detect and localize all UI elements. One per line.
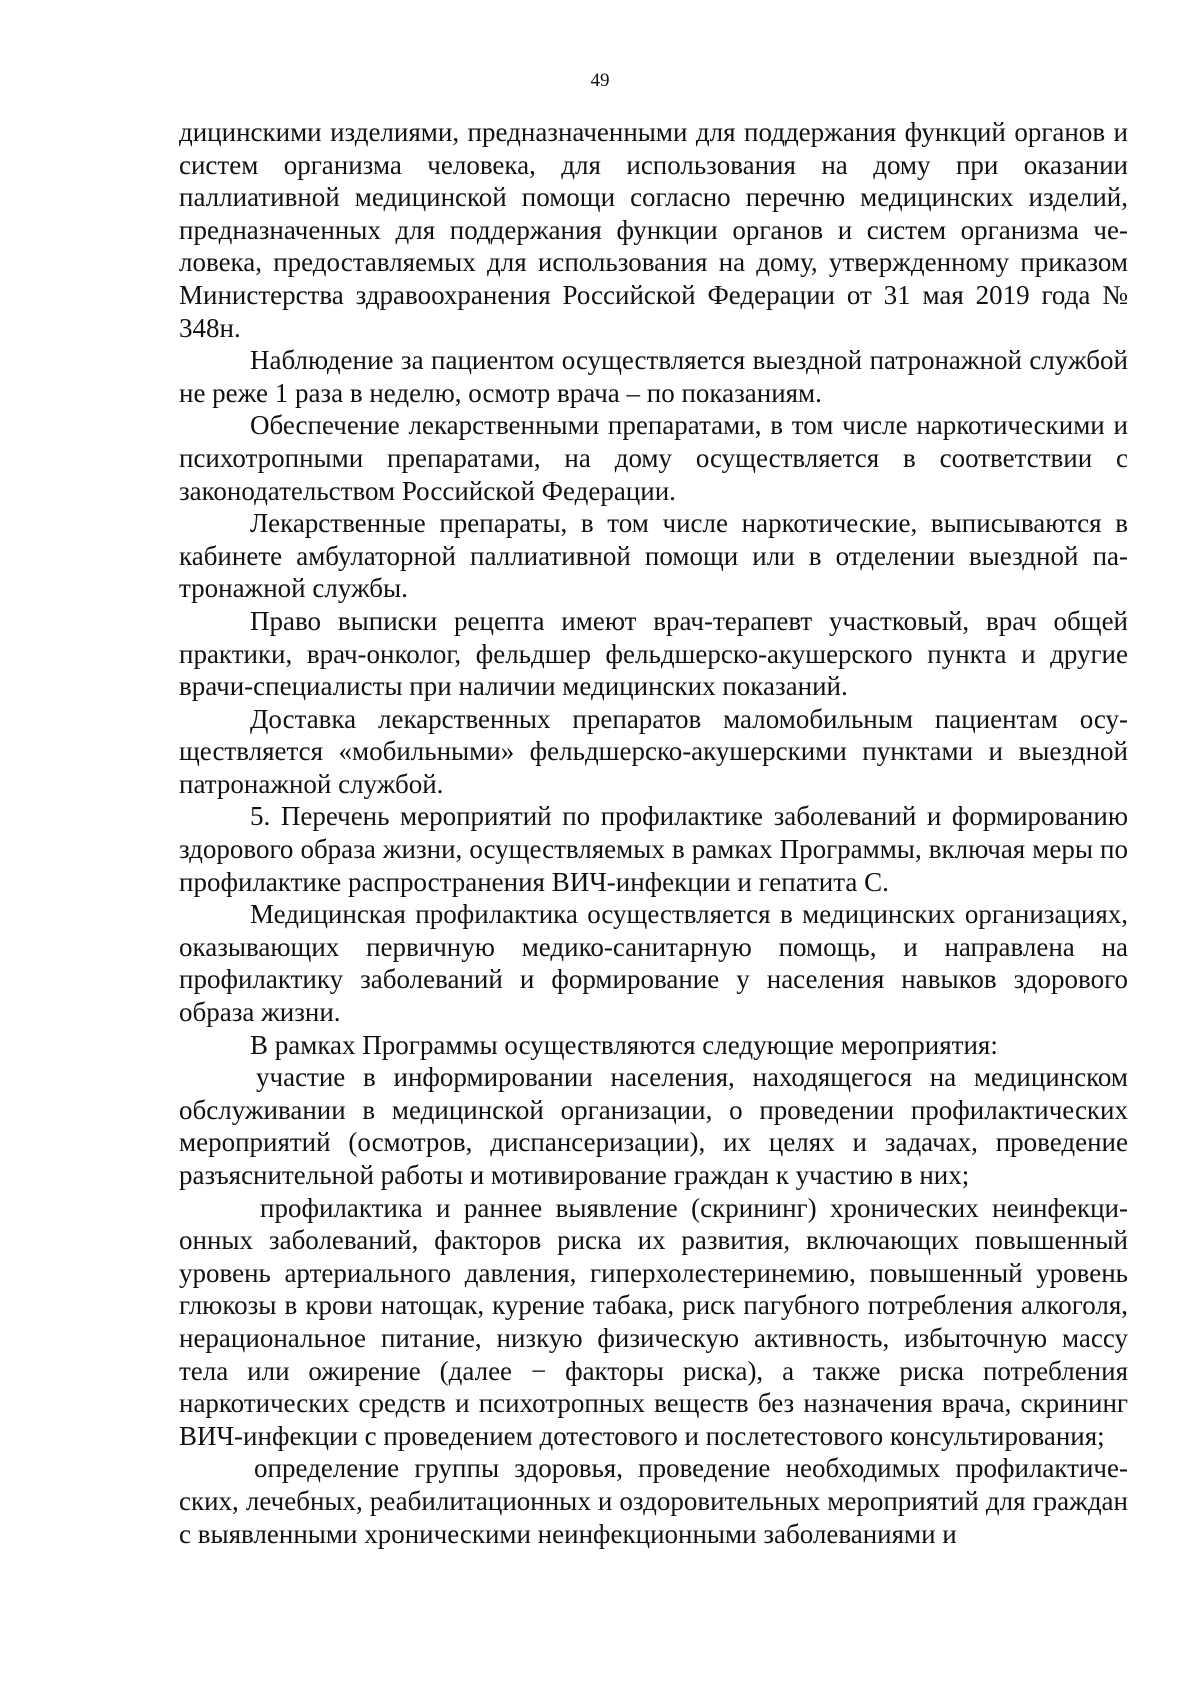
paragraph-observation: Наблюдение за пациентом осуществляется выездной патронажной службой не реже 1 раза в неделю, осмотр врача – по показаниям. <box>179 345 1128 408</box>
paragraph-continuation: дицинскими изделиями, предназначенными для поддержания функций органов и систем организма человека, для использования на дому при оказании паллиативной медицинской помощи согласно перечню медицинских изделий, предназначенных для поддержания функции органов и систем организма человека, предоставляемых для использования на дому, утвержденному приказом Министерства здравоохранения Российской Федерации от 31 мая 2019 года № 348н. <box>179 117 1128 343</box>
section-heading-prevention: 5. Перечень мероприятий по профилактике заболеваний и формированию здорового образа жизни, осуществляемых в рамках Программы, включая меры по профилактике распространения ВИЧ-инфекции и гепатита С. <box>179 801 1128 897</box>
paragraph-drug-supply: Обеспечение лекарственными препаратами, в том числе наркотическими и психотропными препаратами, на дому осуществляется в соответствии с законодательством Российской Федерации. <box>179 410 1128 506</box>
list-item-health-group: определение группы здоровья, проведение необходимых профилактических, лечебных, реабилитационных и оздоровительных мероприятий для граждан с выявленными хроническими неинфекционными заболеваниями и <box>179 1453 1128 1549</box>
paragraph-prescriptions: Лекарственные препараты, в том числе наркотические, выписываются в кабинете амбулаторной паллиативной помощи или в отделении выездной патронажной службы. <box>179 508 1128 604</box>
list-item-screening: профилактика и раннее выявление (скрининг) хронических неинфекционных заболеваний, факторов риска их развития, включающих повышенный уровень артериального давления, гиперхолестеринемию, повышенный уровень глюкозы в крови натощак, курение табака, риск пагубного потребления алкоголя, нерациональное питание, низкую физическую активность, избыточную массу тела или ожирение (далее − факторы риска), а также риска потребления наркотических средств и психотропных веществ без назначения врача, скрининг ВИЧ-инфекции с проведением дотестового и послетестового консультирования; <box>179 1192 1128 1451</box>
page-number: 49 <box>590 70 610 91</box>
paragraph-prescription-rights: Право выписки рецепта имеют врач-терапевт участковый, врач общей практики, врач-онколог, фельдшер фельдшерско-акушерского пункта и другие врачи-специалисты при наличии медицинских показаний. <box>179 605 1128 702</box>
list-item-informing: участие в информировании населения, находящегося на медицинском обслуживании в медицинской организации, о проведении профилактических мероприятий (осмотров, диспансеризации), их целях и задачах, проведение разъяснительной работы и мотивирование граждан к участию в них; <box>179 1062 1128 1190</box>
paragraph-drug-delivery: Доставка лекарственных препаратов маломобильным пациентам осуществляется «мобильными» фельдшерско-акушерскими пунктами и выездной патронажной службой. <box>179 703 1128 799</box>
paragraph-medical-prevention: Медицинская профилактика осуществляется в медицинских организациях, оказывающих первичную медико-санитарную помощь, и направлена на профилактику заболеваний и формирование у населения навыков здорового образа жизни. <box>179 899 1128 1028</box>
paragraph-program-measures: В рамках Программы осуществляются следующие мероприятия: <box>250 1029 998 1060</box>
document-body <box>179 116 1128 1550</box>
